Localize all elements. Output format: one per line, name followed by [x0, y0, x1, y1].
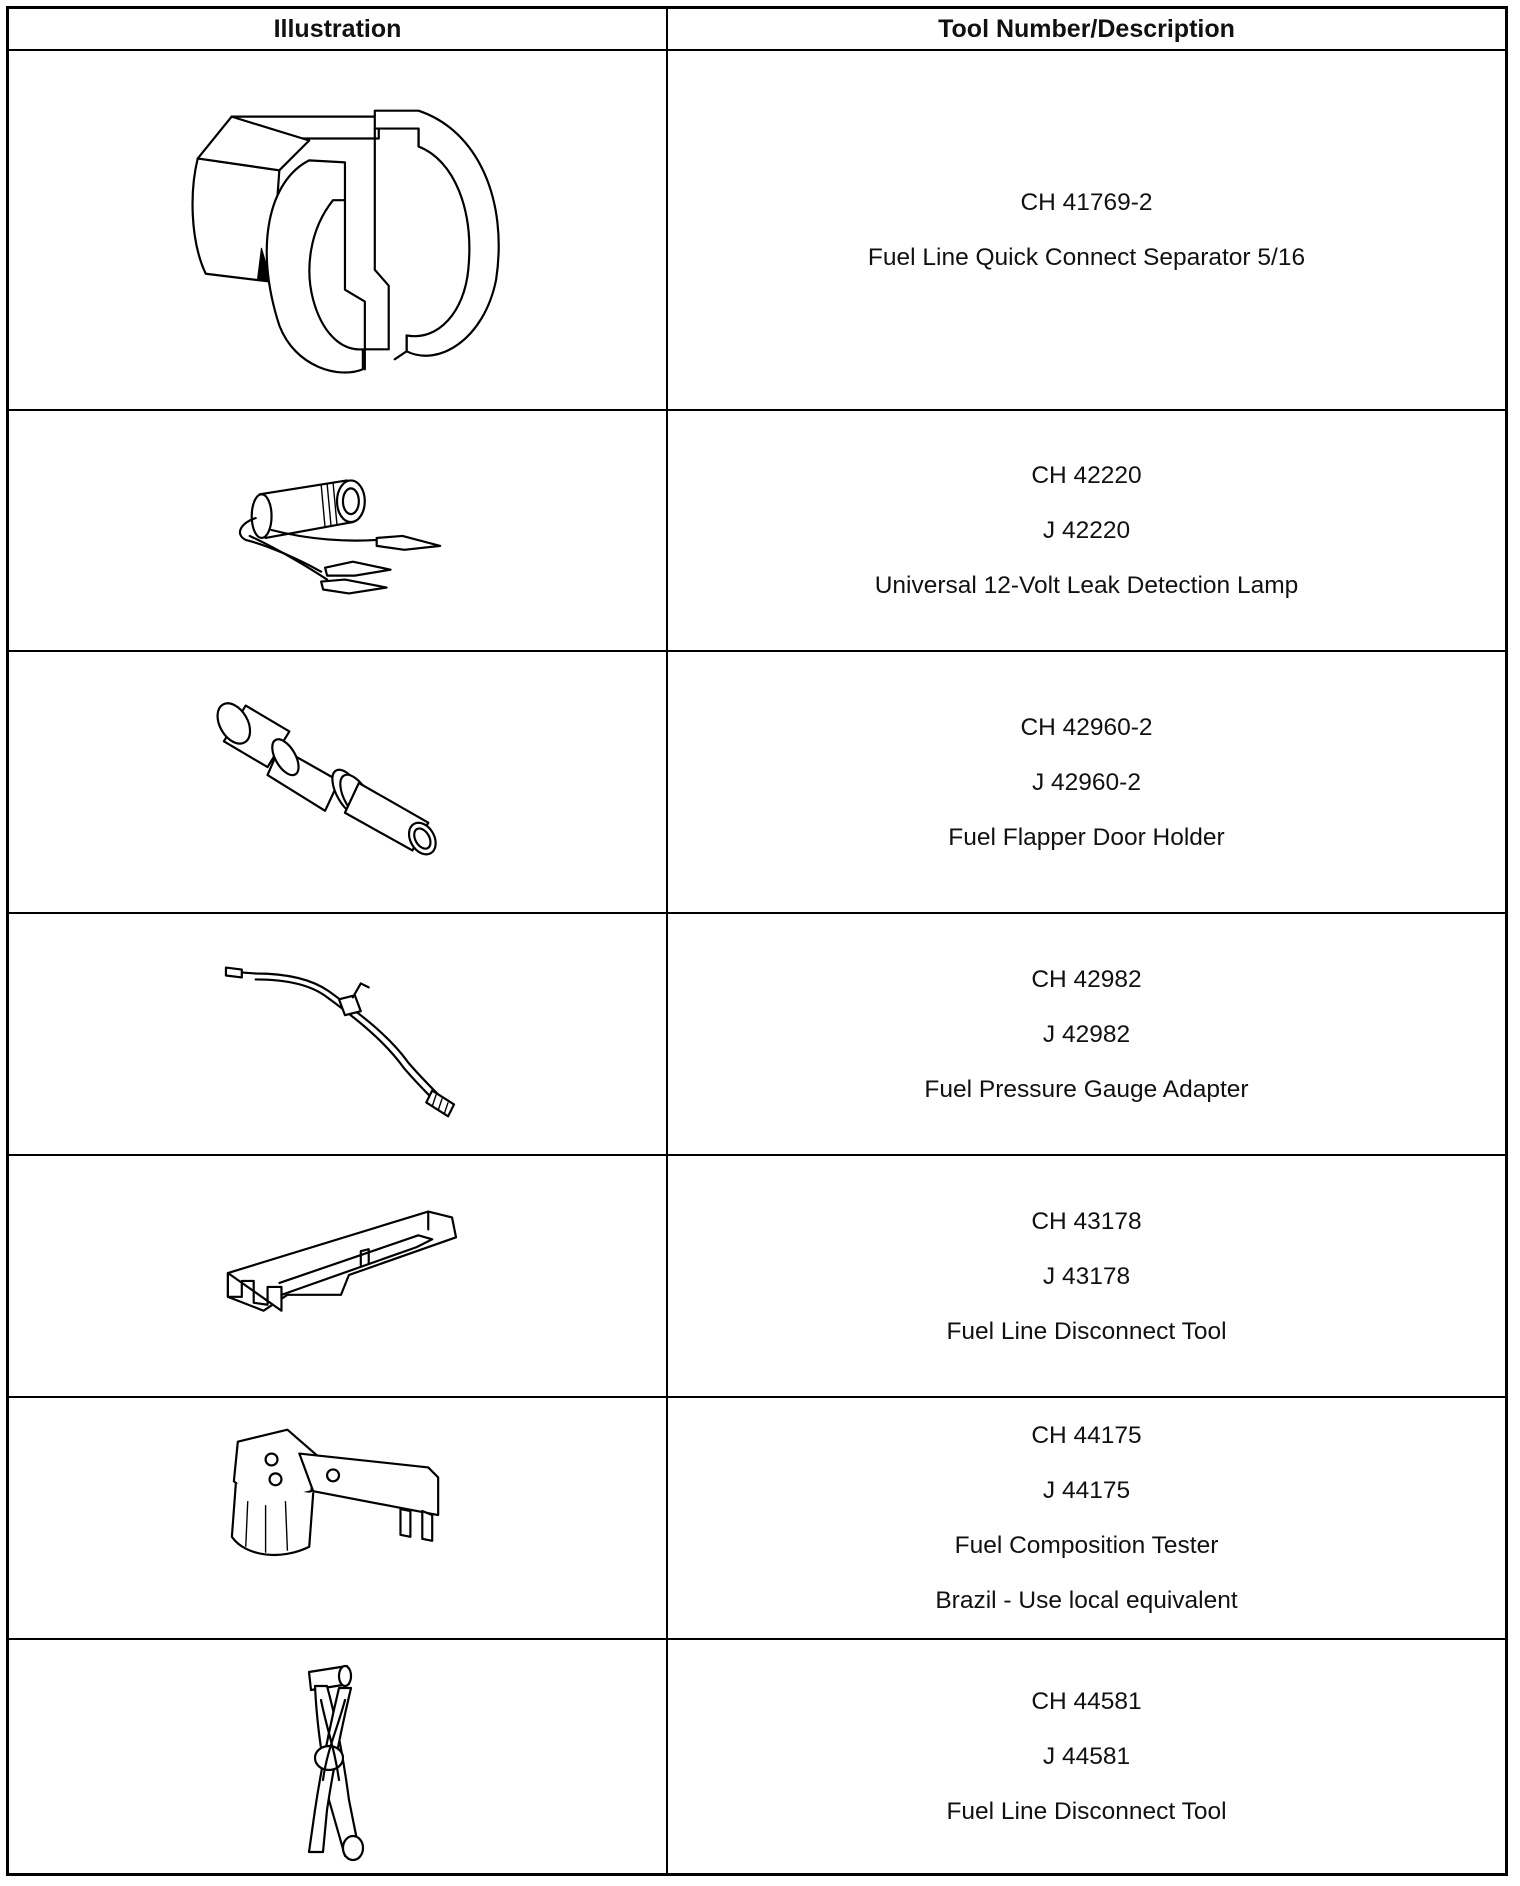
table-row — [9, 51, 1505, 411]
tool-description — [668, 914, 1505, 1154]
tool-description — [668, 1398, 1505, 1638]
tool-name: Fuel Line Disconnect Tool — [946, 1317, 1227, 1345]
table-header — [9, 9, 1505, 51]
header-illustration: Illustration — [273, 15, 402, 43]
tool-name: Fuel Line Quick Connect Separator 5/16 — [867, 244, 1306, 271]
table-row — [9, 1398, 1505, 1640]
tool-name: Fuel Pressure Gauge Adapter — [924, 1075, 1249, 1103]
fuel-composition-tester-icon — [9, 1398, 666, 1638]
tool-number-alt: J 44581 — [1042, 1743, 1131, 1770]
tool-number-alt: J 42960-2 — [1032, 768, 1141, 796]
tool-name: Fuel Composition Tester — [954, 1532, 1219, 1559]
tool-description — [668, 652, 1505, 912]
tool-description — [668, 1640, 1505, 1873]
tool-number: CH 42960-2 — [1020, 713, 1153, 741]
tool-name: Fuel Flapper Door Holder — [948, 823, 1225, 851]
tool-name: Universal 12-Volt Leak Detection Lamp — [874, 572, 1299, 599]
tool-number: CH 44175 — [1031, 1422, 1142, 1449]
tool-number: CH 42982 — [1031, 965, 1142, 993]
fuel-line-disconnect-pliers-icon — [9, 1640, 666, 1873]
tool-number: CH 41769-2 — [1020, 189, 1153, 216]
fuel-line-disconnect-tool-icon — [9, 1156, 666, 1396]
table-row — [9, 1156, 1505, 1398]
tool-description — [668, 1156, 1505, 1396]
tool-description — [668, 51, 1505, 409]
tool-number: CH 42220 — [1031, 462, 1142, 489]
table-row — [9, 1640, 1505, 1873]
pressure-gauge-adapter-icon — [9, 914, 666, 1154]
leak-detection-lamp-icon — [9, 411, 666, 650]
tool-name: Fuel Line Disconnect Tool — [946, 1798, 1227, 1825]
tool-number-alt: J 42220 — [1042, 517, 1131, 544]
table-row — [9, 411, 1505, 652]
tool-number: CH 44581 — [1031, 1688, 1142, 1715]
table-row — [9, 652, 1505, 914]
tool-number-alt: J 43178 — [1042, 1262, 1131, 1290]
flapper-door-holder-icon — [9, 652, 666, 912]
special-tools-table — [6, 6, 1508, 1876]
table-row — [9, 914, 1505, 1156]
tool-note: Brazil - Use local equivalent — [935, 1587, 1238, 1614]
tool-description — [668, 411, 1505, 650]
tool-number-alt: J 42982 — [1042, 1020, 1131, 1048]
tool-number-alt: J 44175 — [1042, 1477, 1131, 1504]
header-tool-description: Tool Number/Description — [938, 15, 1235, 43]
tool-number: CH 43178 — [1031, 1207, 1142, 1235]
quick-connect-separator-icon — [9, 51, 666, 409]
